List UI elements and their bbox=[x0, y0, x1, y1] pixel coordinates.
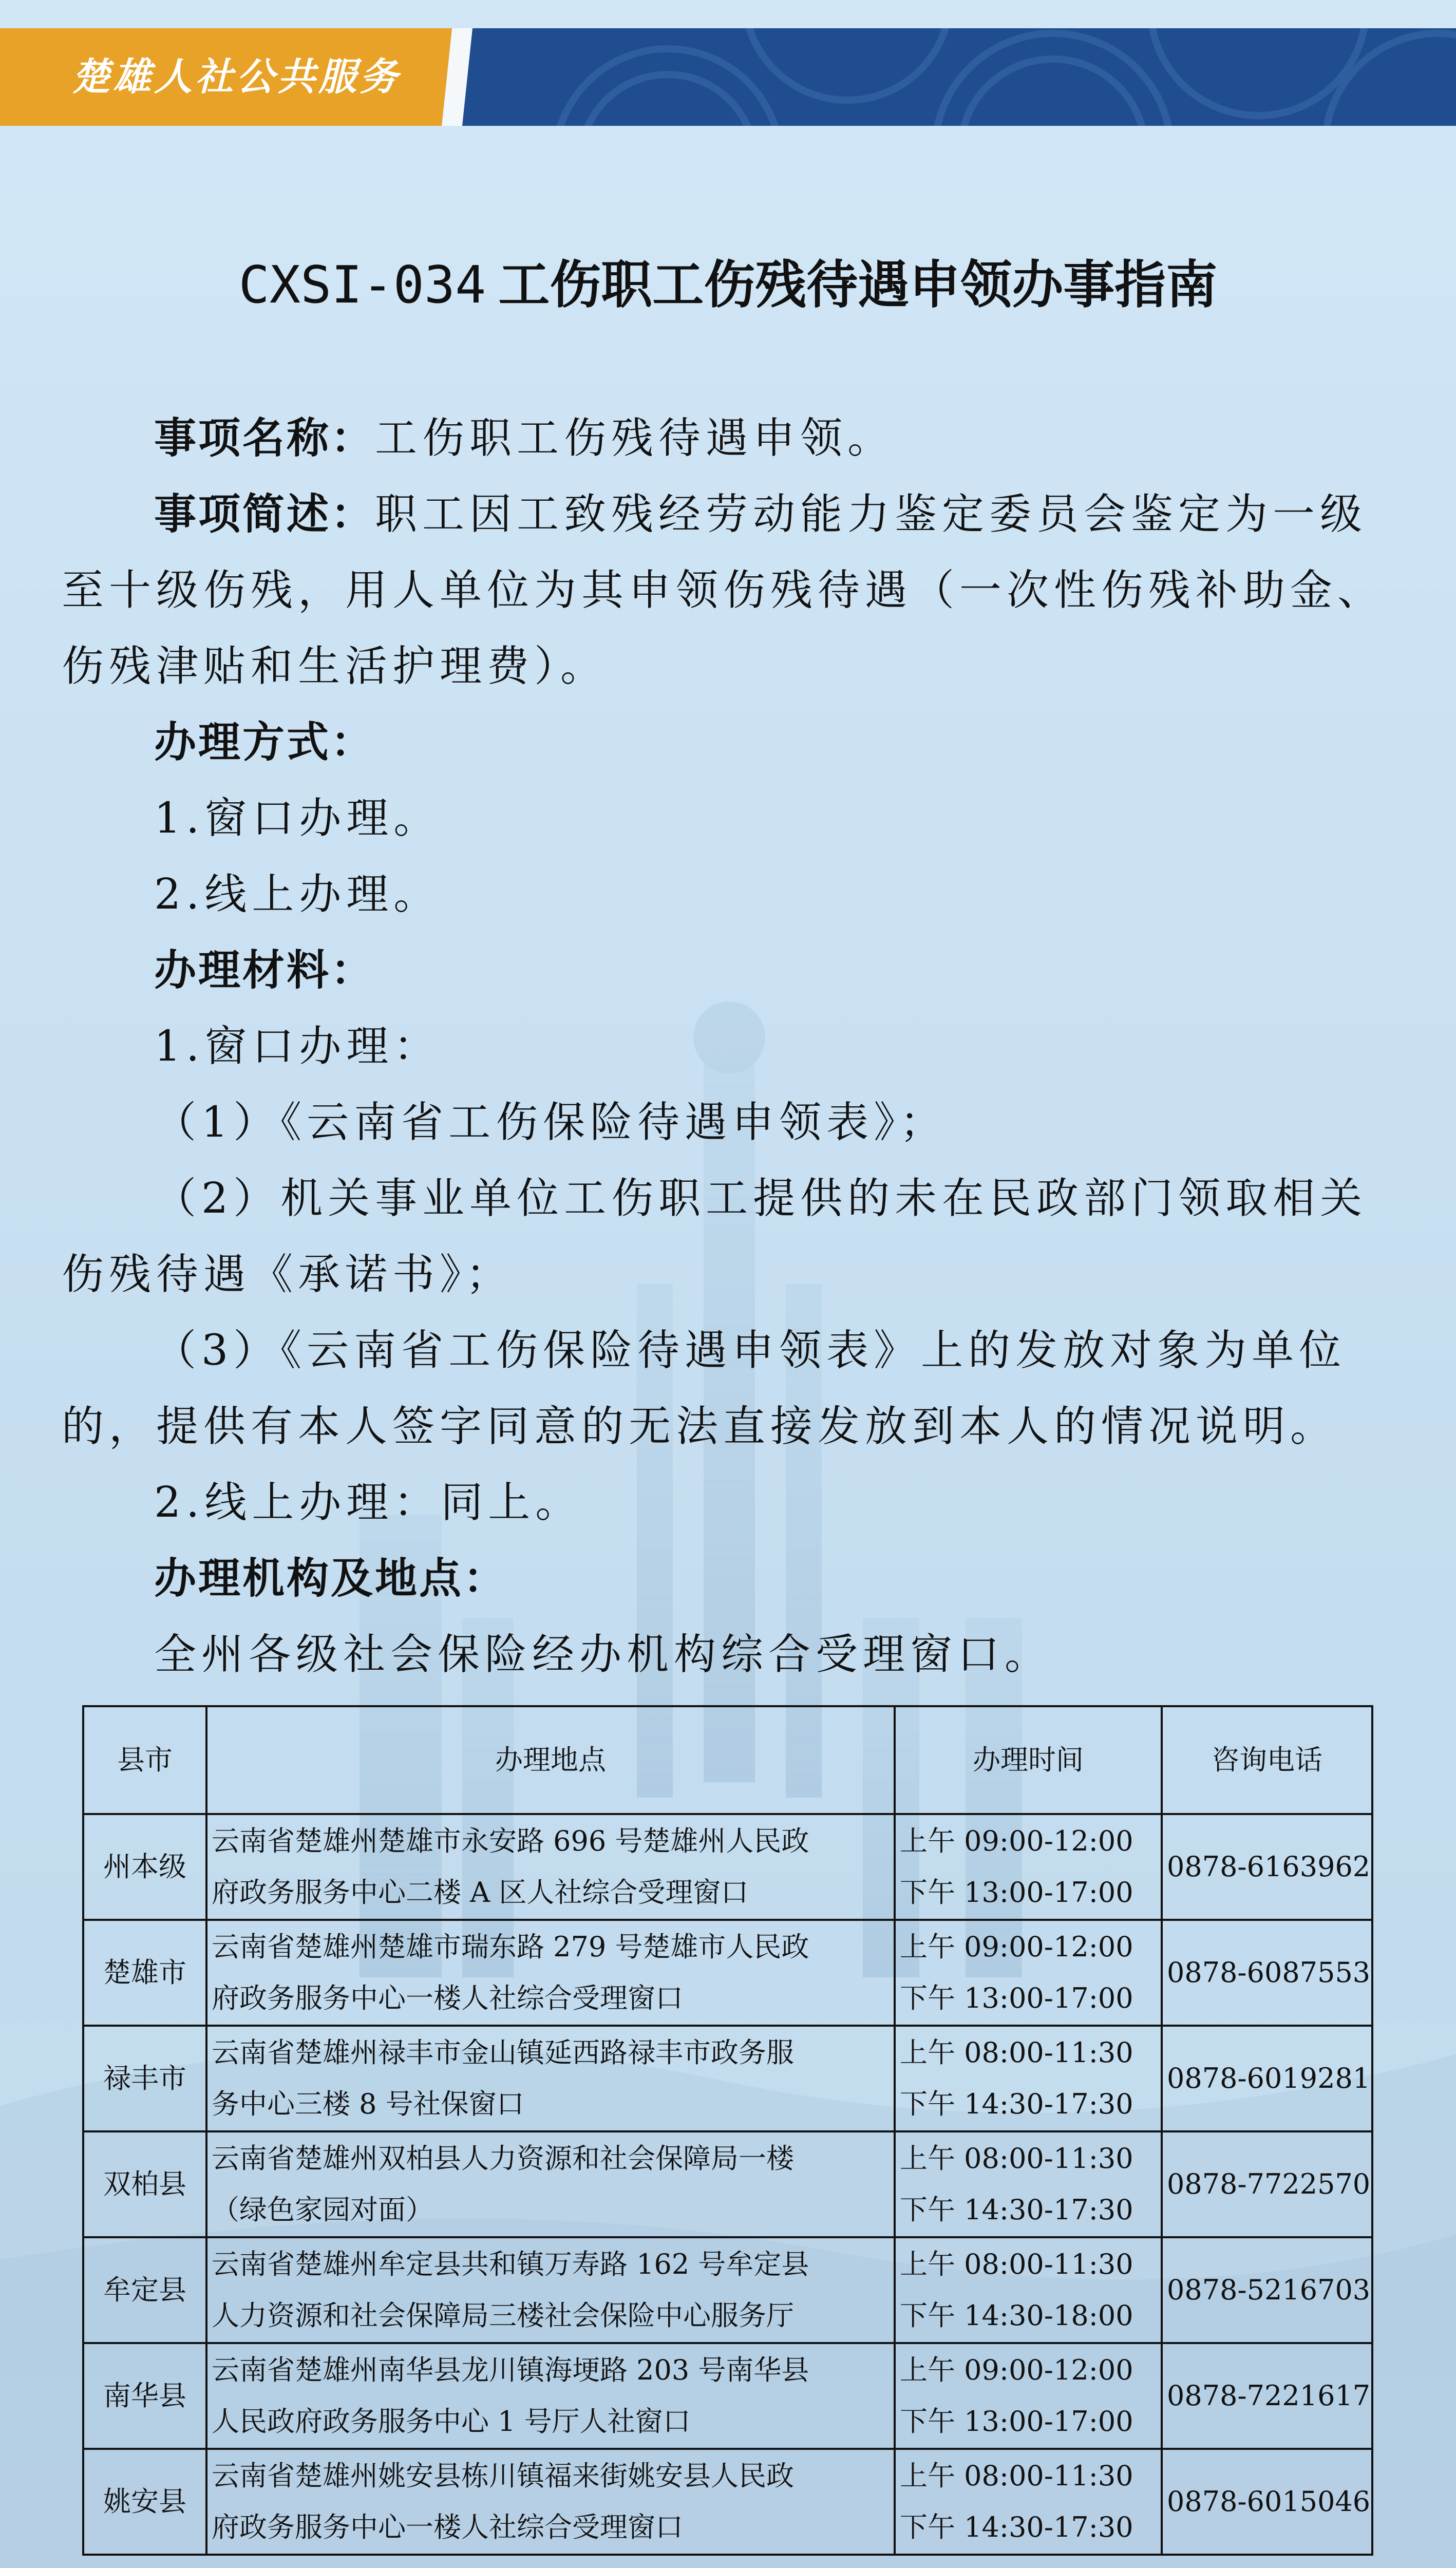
time-line: 上午 09:00-12:00 bbox=[900, 1825, 1133, 1857]
phone-cell: 0878-7221617 bbox=[1162, 2343, 1372, 2449]
materials-heading bbox=[62, 933, 1397, 1009]
time-cell bbox=[895, 2343, 1162, 2449]
table-header-row bbox=[83, 1706, 1372, 1814]
place-line: 人力资源和社会保障局三楼社会保险中心服务厅 bbox=[212, 2299, 794, 2332]
table-row bbox=[83, 1920, 1372, 2026]
time-line: 上午 09:00-12:00 bbox=[900, 1931, 1133, 1963]
table-row bbox=[83, 2026, 1372, 2131]
place-cell bbox=[206, 2343, 895, 2449]
place-line: （绿色家园对面） bbox=[212, 2194, 433, 2226]
county-cell: 双柏县 bbox=[83, 2131, 206, 2237]
header-county: 县市 bbox=[83, 1706, 206, 1814]
time-cell bbox=[895, 1814, 1162, 1920]
county-cell: 禄丰市 bbox=[83, 2026, 206, 2131]
method-item: 1.窗口办理。 bbox=[154, 794, 441, 843]
place-line: 人民政府政务服务中心 1 号厅人社窗口 bbox=[212, 2405, 691, 2438]
phone-cell: 0878-5216703 bbox=[1162, 2237, 1372, 2343]
method-item: 2.线上办理。 bbox=[154, 870, 441, 919]
table-row bbox=[83, 2449, 1372, 2555]
place-line: 云南省楚雄州姚安县栋川镇福来街姚安县人民政 bbox=[212, 2460, 794, 2492]
place-line: 府政务服务中心一楼人社综合受理窗口 bbox=[212, 2511, 683, 2543]
place-line: 云南省楚雄州牟定县共和镇万寿路 162 号牟定县 bbox=[212, 2248, 809, 2280]
time-line: 上午 08:00-11:30 bbox=[900, 2248, 1133, 2280]
county-cell: 姚安县 bbox=[83, 2449, 206, 2555]
time-line: 上午 08:00-11:30 bbox=[900, 2036, 1133, 2069]
place-cell bbox=[206, 1814, 895, 1920]
methods-label: 办理方式： bbox=[154, 718, 375, 767]
material-item: （3）《云南省工伤保险待遇申领表》上的发放对象为单位的，提供有本人签字同意的无法直接发放到本人的情况说明。 bbox=[62, 1326, 1347, 1451]
place-cell bbox=[206, 1920, 895, 2026]
time-cell bbox=[895, 2026, 1162, 2131]
agencies-summary: 全州各级社会保险经办机构综合受理窗口。 bbox=[154, 1630, 1052, 1679]
phone-cell: 0878-7722570 bbox=[1162, 2131, 1372, 2237]
place-line: 云南省楚雄州双柏县人力资源和社会保障局一楼 bbox=[212, 2142, 794, 2175]
table-row bbox=[83, 2131, 1372, 2237]
time-line: 下午 14:30-18:00 bbox=[900, 2299, 1133, 2332]
county-cell: 牟定县 bbox=[83, 2237, 206, 2343]
time-line: 上午 08:00-11:30 bbox=[900, 2460, 1133, 2492]
place-line: 府政务服务中心一楼人社综合受理窗口 bbox=[212, 1982, 683, 2014]
place-cell bbox=[206, 2131, 895, 2237]
time-cell bbox=[895, 2449, 1162, 2555]
agency-table bbox=[82, 1705, 1373, 2556]
guide-content bbox=[62, 401, 1397, 1693]
material-item: （1）《云南省工伤保险待遇申领表》； bbox=[154, 1098, 948, 1147]
time-cell bbox=[895, 2131, 1162, 2237]
county-cell: 楚雄市 bbox=[83, 1920, 206, 2026]
title-code: CXSI-034 bbox=[238, 255, 486, 315]
methods-heading bbox=[62, 705, 1397, 781]
phone-cell: 0878-6163962 bbox=[1162, 1814, 1372, 1920]
table-row bbox=[83, 2237, 1372, 2343]
table-row bbox=[83, 1814, 1372, 1920]
time-line: 上午 09:00-12:00 bbox=[900, 2354, 1133, 2386]
place-line: 云南省楚雄州南华县龙川镇海埂路 203 号南华县 bbox=[212, 2354, 809, 2386]
time-line: 下午 13:00-17:00 bbox=[900, 1876, 1133, 1909]
place-cell bbox=[206, 2449, 895, 2555]
phone-cell: 0878-6087553 bbox=[1162, 1920, 1372, 2026]
time-line: 下午 13:00-17:00 bbox=[900, 1982, 1133, 2014]
county-cell: 州本级 bbox=[83, 1814, 206, 1920]
item-desc-value: 职工因工致残经劳动能力鉴定委员会鉴定为一级至十级伤残，用人单位为其申领伤残待遇（一次性伤残补助金、伤残津贴和生活护理费）。 bbox=[62, 490, 1385, 691]
agencies-heading bbox=[62, 1541, 1397, 1617]
phone-cell: 0878-6019281 bbox=[1162, 2026, 1372, 2131]
time-cell bbox=[895, 2237, 1162, 2343]
time-cell bbox=[895, 1920, 1162, 2026]
place-line: 云南省楚雄州楚雄市永安路 696 号楚雄州人民政 bbox=[212, 1825, 809, 1857]
header-phone: 咨询电话 bbox=[1162, 1706, 1372, 1814]
item-desc-label: 事项简述： bbox=[154, 490, 375, 539]
title-name: 工伤职工伤残待遇申领办事指南 bbox=[498, 255, 1218, 315]
brand-title: 楚雄人社公共服务 bbox=[72, 55, 401, 99]
time-line: 下午 14:30-17:30 bbox=[900, 2088, 1133, 2120]
item-name-value: 工伤职工伤残待遇申领。 bbox=[375, 414, 895, 463]
header-time: 办理时间 bbox=[895, 1706, 1162, 1814]
time-line: 下午 14:30-17:30 bbox=[900, 2511, 1133, 2543]
item-desc-paragraph bbox=[62, 477, 1397, 705]
item-name-label: 事项名称： bbox=[154, 414, 375, 463]
time-line: 上午 08:00-11:30 bbox=[900, 2142, 1133, 2175]
place-cell bbox=[206, 2026, 895, 2131]
time-line: 下午 13:00-17:00 bbox=[900, 2405, 1133, 2438]
page-title bbox=[0, 247, 1456, 324]
header-place: 办理地点 bbox=[206, 1706, 895, 1814]
phone-cell: 0878-6015046 bbox=[1162, 2449, 1372, 2555]
agencies-label: 办理机构及地点： bbox=[154, 1554, 508, 1603]
place-cell bbox=[206, 2237, 895, 2343]
material-item: （2）机关事业单位工伤职工提供的未在民政部门领取相关伤残待遇《承诺书》； bbox=[62, 1174, 1368, 1299]
time-line: 下午 14:30-17:30 bbox=[900, 2194, 1133, 2226]
table-row bbox=[83, 2343, 1372, 2449]
place-line: 云南省楚雄州禄丰市金山镇延西路禄丰市政务服 bbox=[212, 2036, 794, 2069]
materials-online: 2.线上办理：同上。 bbox=[154, 1478, 583, 1527]
place-line: 云南省楚雄州楚雄市瑞东路 279 号楚雄市人民政 bbox=[212, 1931, 809, 1963]
materials-window-label: 1.窗口办理： bbox=[154, 1022, 441, 1071]
item-name-paragraph bbox=[62, 401, 1397, 477]
materials-label: 办理材料： bbox=[154, 946, 375, 995]
place-line: 务中心三楼 8 号社保窗口 bbox=[212, 2088, 524, 2120]
place-line: 府政务服务中心二楼 A 区人社综合受理窗口 bbox=[212, 1876, 749, 1909]
county-cell: 南华县 bbox=[83, 2343, 206, 2449]
